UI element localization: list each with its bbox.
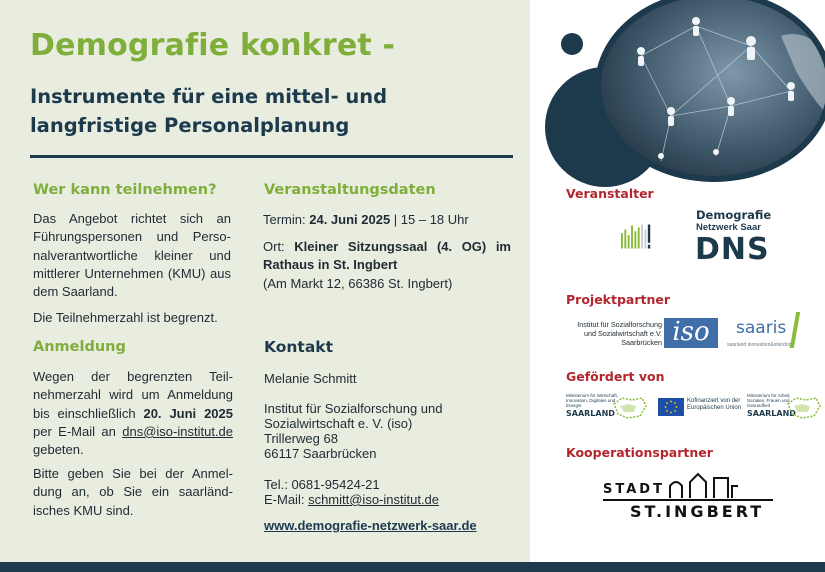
saaris-logo-sub: saarland innovation&standort	[727, 342, 792, 348]
saarland-logo-1: SAARLAND	[566, 409, 615, 418]
ministry-arbeit-text: Ministerium für Arbeit, Soziales, Frauen und Gesundheit	[747, 393, 791, 408]
ort-line	[263, 238, 511, 274]
anmeldung-heading: Anmeldung	[33, 339, 126, 355]
termin-line	[263, 211, 513, 229]
stadt-logo-text: STADT	[603, 482, 665, 497]
kontakt-org-2: Sozialwirtschaft e. V. (iso)	[264, 416, 413, 431]
dns-logo-abbr: DNS	[695, 232, 770, 267]
dns-logo-line2: Netzwerk Saar	[696, 222, 761, 233]
dns-logo-line1: Demografie	[696, 208, 772, 222]
kontakt-email-line	[264, 492, 439, 508]
title-divider	[30, 155, 513, 158]
kooperation-heading: Kooperationspartner	[566, 445, 713, 460]
ministry-wirtschaft-text: Ministerium für Wirtschaft, Innovation, Digitales und Energie	[566, 393, 619, 408]
eu-funding-text: Kofinanziert von der Europäischen Union	[687, 398, 742, 411]
anmeldung-email-link[interactable]: dns@iso-institut.de	[122, 423, 233, 439]
ort-label: Ort:	[263, 239, 295, 254]
veranstalter-heading: Veranstalter	[566, 186, 654, 201]
decor-dot-small	[561, 33, 583, 55]
iso-logo-text: Institut für Sozialforschung und Sozialwirtschaft e.V. Saarbrücken	[577, 320, 662, 347]
saarland-map-icon-1	[612, 396, 648, 420]
teilnehmen-heading: Wer kann teilnehmen?	[33, 182, 217, 198]
network-illustration	[601, 0, 825, 182]
termin-label: Termin:	[263, 212, 310, 227]
dns-logo-bars	[620, 208, 692, 266]
kontakt-email-label: E-Mail:	[264, 492, 309, 507]
anmeldung-note: Bitte geben Sie bei der Anmel-dung an, ob Sie ein saarländ-isches KMU sind.	[33, 466, 233, 518]
teilnehmen-limit: Die Teilnehmerzahl ist begrenzt.	[33, 310, 218, 325]
st-ingbert-skyline-icon	[668, 472, 740, 500]
anmeldung-deadline: 20. Juni 2025	[143, 405, 233, 421]
stadt-logo-rule	[603, 499, 773, 501]
ort-place: Kleiner Sitzungssaal (4. OG) im Rathaus in St. Ingbert	[263, 239, 511, 272]
eu-flag-icon	[658, 398, 684, 416]
stingbert-logo-text: ST.INGBERT	[630, 502, 765, 521]
anmeldung-text-c: gebeten.	[33, 442, 84, 458]
kontakt-org-1: Institut für Sozialforschung und	[264, 401, 443, 416]
saarland-logo-2: SAARLAND	[747, 409, 796, 418]
kontakt-name: Melanie Schmitt	[264, 371, 357, 386]
website-link[interactable]: www.demografie-netzwerk-saar.de	[264, 518, 477, 533]
bottom-bar	[0, 562, 825, 572]
termin-date: 24. Juni 2025	[309, 212, 391, 227]
saarland-map-icon-2	[786, 396, 822, 420]
kontakt-phone: Tel.: 0681-95424-21	[264, 477, 380, 492]
anmeldung-text-a: Wegen der begrenzten Teil-nehmerzahl wird um Anmeldung bis einschließlich	[33, 369, 233, 421]
iso-logo: iso	[664, 318, 718, 348]
page-subtitle: Instrumente für eine mittel- und langfristige Personalplanung	[30, 85, 388, 137]
ort-address: (Am Markt 12, 66386 St. Ingbert)	[263, 276, 453, 291]
kontakt-heading: Kontakt	[264, 338, 334, 356]
saaris-logo: saaris	[736, 318, 787, 338]
page-title: Demografie konkret -	[30, 28, 396, 63]
anmeldung-text-b: per E-Mail an	[33, 423, 123, 439]
veranstaltung-heading: Veranstaltungsdaten	[264, 182, 436, 198]
termin-time: | 15 – 18 Uhr	[390, 212, 469, 227]
kontakt-email-link[interactable]: schmitt@iso-institut.de	[308, 492, 440, 507]
projektpartner-heading: Projektpartner	[566, 292, 671, 307]
gefoerdert-heading: Gefördert von	[566, 369, 665, 384]
kontakt-street: Trillerweg 68	[264, 431, 338, 446]
kontakt-city: 66117 Saarbrücken	[264, 446, 377, 461]
teilnehmen-text: Das Angebot richtet sich an Führungspersonen und Perso-nalverantwortliche kleiner und mittlerer Unternehmen (KMU) aus dem Saarland.	[33, 211, 231, 300]
anmeldung-text	[33, 368, 233, 459]
